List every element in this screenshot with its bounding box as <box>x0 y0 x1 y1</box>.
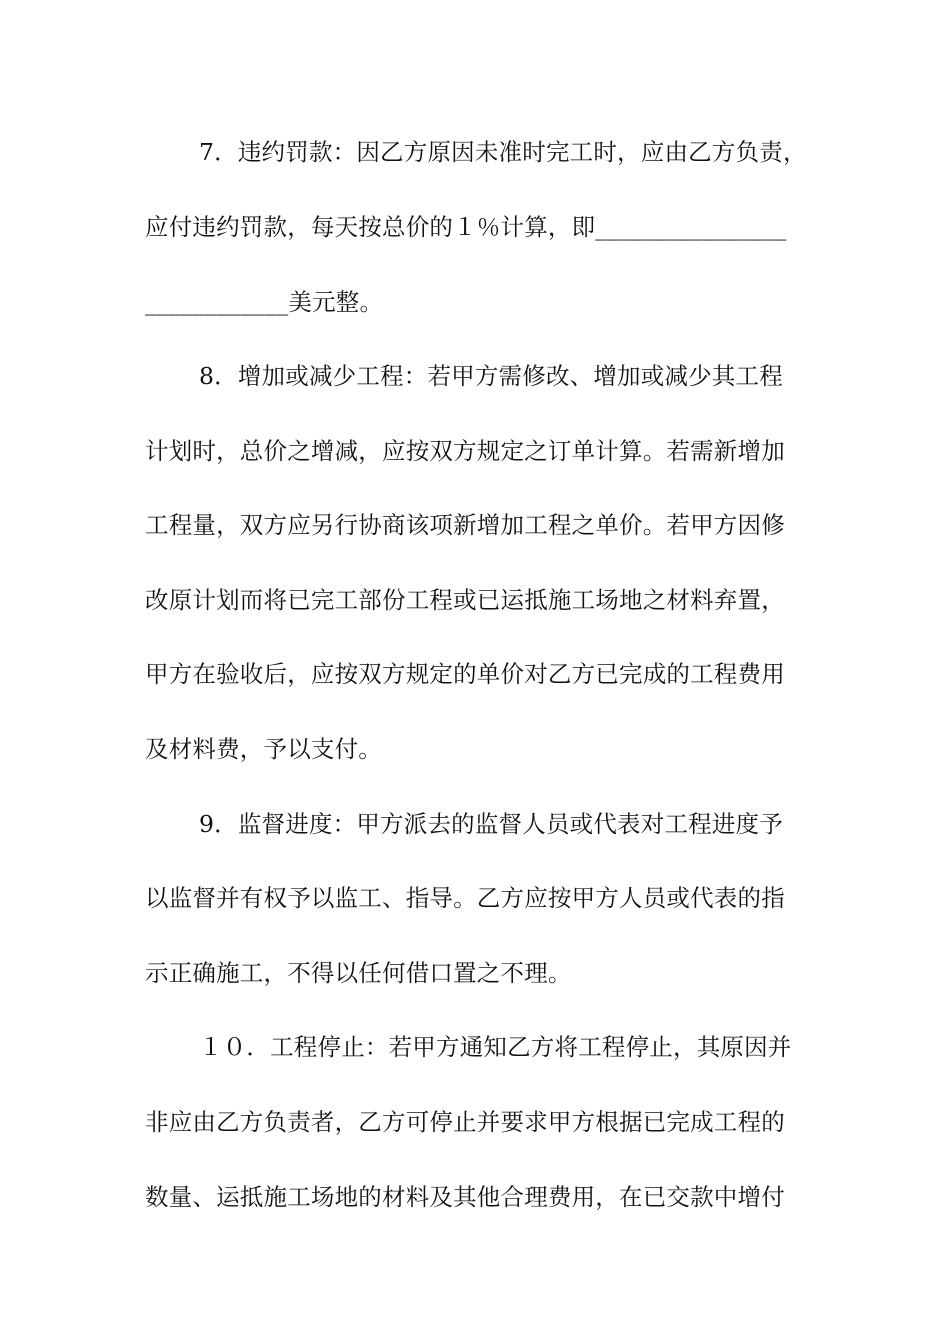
clause-8-line-5: 甲方在验收后，应按双方规定的单价对乙方已完成的工程费用 <box>145 660 785 688</box>
clause-10-line-2: 非应由乙方负责者，乙方可停止并要求甲方根据已完成工程的 <box>145 1108 785 1136</box>
clause-8-line-6: 及材料费，予以支付。 <box>145 735 382 763</box>
clause-8-line-4: 改原计划而将已完工部份工程或已运抵施工场地之材料弃置， <box>145 586 785 614</box>
clause-9-line-3: 示正确施工，不得以任何借口置之不理。 <box>145 959 572 987</box>
clause-10-line-1: １０．工程停止：若甲方通知乙方将工程停止，其原因并 <box>199 1033 792 1061</box>
clause-8-line-2: 计划时，总价之增减，应按双方规定之订单计算。若需新增加 <box>145 437 785 465</box>
clause-7-line-1: 7．违约罚款：因乙方原因未准时完工时，应由乙方负责， <box>199 138 807 166</box>
clause-7-line-2: 应付违约罚款，每天按总价的１％计算，即________________ <box>145 213 787 241</box>
clause-8-line-1: 8．增加或减少工程：若甲方需修改、增加或减少其工程 <box>199 362 783 390</box>
clause-9-line-1: 9．监督进度：甲方派去的监督人员或代表对工程进度予 <box>199 810 783 838</box>
clause-8-line-3: 工程量，双方应另行协商该项新增加工程之单价。若甲方因修 <box>145 511 785 539</box>
clause-9-line-2: 以监督并有权予以监工、指导。乙方应按甲方人员或代表的指 <box>145 884 785 912</box>
clause-7-line-3: ____________美元整。 <box>145 288 384 316</box>
clause-10-line-3: 数量、运抵施工场地的材料及其他合理费用，在已交款中增付 <box>145 1183 785 1211</box>
